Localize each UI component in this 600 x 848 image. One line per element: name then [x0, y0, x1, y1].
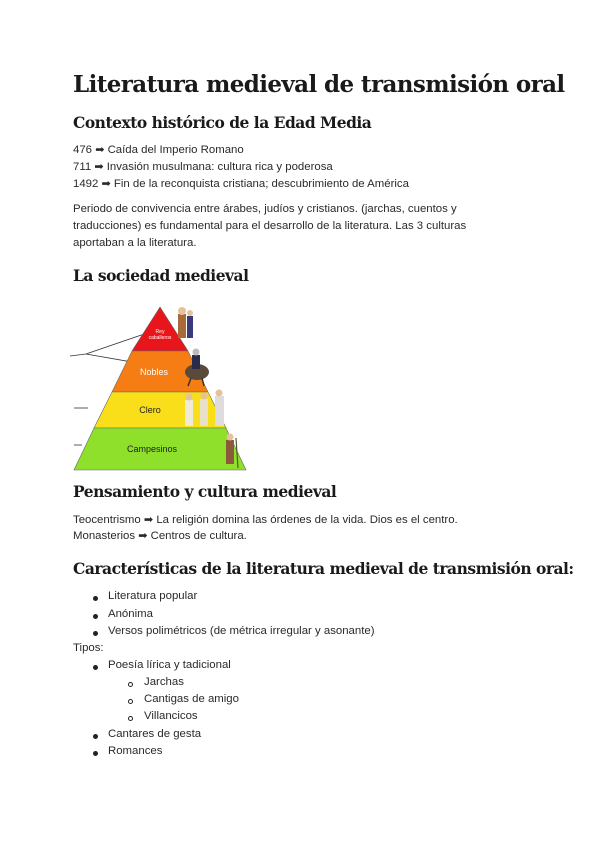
paragraph-line: aportaban a la literatura.	[73, 237, 197, 249]
concept-text: Centros de cultura.	[150, 530, 247, 542]
heading-historical-context: Contexto histórico de la Edad Media	[73, 113, 372, 132]
event-text: Caída del Imperio Romano	[107, 144, 244, 156]
heading-characteristics: Características de la literatura medieval de transmisión oral:	[73, 559, 574, 578]
event-line	[73, 143, 244, 156]
event-text: Invasión musulmana: cultura rica y poderosa	[106, 161, 333, 173]
sub-list-item: Cantigas de amigo	[144, 693, 239, 705]
bullet-dot	[93, 734, 98, 739]
arrow-icon: ➡	[94, 161, 104, 173]
bullet-dot	[93, 751, 98, 756]
list-item: Poesía lírica y tadicional	[108, 659, 231, 671]
list-item: Literatura popular	[108, 590, 198, 602]
society-pyramid	[70, 300, 250, 476]
paragraph-line: traducciones) es fundamental para el desarrollo de la literatura. Las 3 culturas	[73, 220, 467, 232]
sub-bullet-circle	[128, 682, 133, 687]
sub-list-item: Jarchas	[144, 676, 184, 688]
event-year: 476	[73, 144, 93, 156]
pyramid-label-top-2: caballeros	[148, 335, 172, 341]
paragraph-line: Periodo de convivencia entre árabes, judíos y cristianos. (jarchas, cuentos y	[73, 203, 457, 215]
concept-line	[73, 529, 247, 542]
concept-text: La religión domina las órdenes de la vida. Dios es el centro.	[156, 514, 458, 526]
event-line	[73, 160, 333, 173]
king-figure	[178, 307, 193, 338]
bullet-dot	[93, 665, 98, 670]
arrow-icon: ➡	[138, 530, 148, 542]
event-line	[73, 177, 409, 190]
clergy-figures	[185, 390, 224, 427]
pyramid-label-nobles: Nobles	[139, 367, 169, 377]
leader-line	[70, 354, 86, 356]
concept-term: Monasterios	[73, 530, 136, 542]
arrow-icon: ➡	[101, 178, 111, 190]
pyramid-label-clero: Clero	[139, 405, 161, 415]
list-item: Cantares de gesta	[108, 728, 202, 740]
list-item: Romances	[108, 745, 163, 757]
types-label: Tipos:	[73, 642, 104, 654]
concept-line	[73, 513, 458, 526]
arrow-icon: ➡	[143, 514, 154, 526]
sub-list-item: Villancicos	[144, 710, 198, 722]
bullet-dot	[93, 596, 98, 601]
pyramid-label-campesinos: Campesinos	[126, 444, 178, 454]
sub-bullet-circle	[128, 716, 133, 721]
heading-thought-culture: Pensamiento y cultura medieval	[73, 482, 337, 501]
event-year: 711	[73, 161, 92, 173]
event-text: Fin de la reconquista cristiana; descubrimiento de América	[113, 178, 409, 190]
sub-bullet-circle	[128, 699, 133, 704]
list-item: Anónima	[108, 608, 153, 620]
bullet-dot	[93, 631, 98, 636]
concept-term: Teocentrismo	[73, 514, 141, 526]
list-item: Versos polimétricos (de métrica irregular y asonante)	[108, 625, 375, 637]
leader-line	[86, 354, 132, 362]
event-year: 1492	[73, 178, 99, 190]
pyramid-label-top: Rey	[155, 329, 165, 335]
heading-medieval-society: La sociedad medieval	[73, 266, 249, 285]
arrow-icon: ➡	[95, 144, 105, 156]
bullet-dot	[93, 614, 98, 619]
page-title: Literatura medieval de transmisión oral	[73, 71, 565, 98]
